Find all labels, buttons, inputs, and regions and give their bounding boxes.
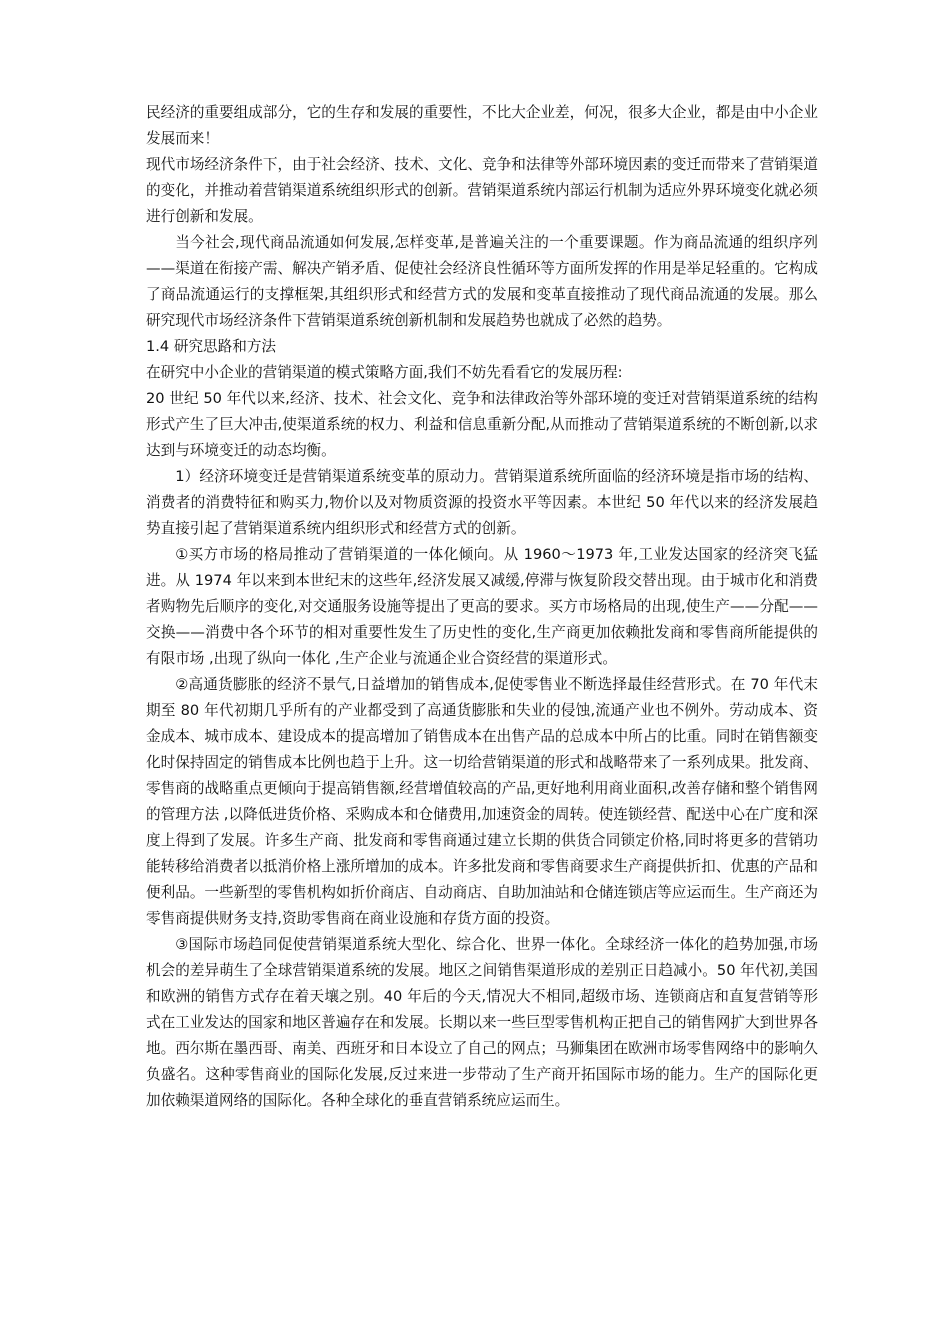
- paragraph-since-1950s: 20 世纪 50 年代以来,经济、技术、社会文化、竞争和法律政治等外部环境的变迁对营销渠道系统的结构形式产生了巨大冲击,使渠道系统的权力、利益和信息重新分配,从而推动了营销渠道系统的不断创新,以求达到与环境变迁的动态均衡。: [146, 390, 818, 459]
- document-page: [146, 100, 818, 1114]
- paragraph-market-economy: 现代市场经济条件下，由于社会经济、技术、文化、竞争和法律等外部环境因素的变迁而带来了营销渠道的变化，并推动着营销渠道系统组织形式的创新。营销渠道系统内部运行机制为适应外界环境变化就必须进行创新和发展。: [146, 156, 818, 225]
- paragraph-international-market: ③国际市场趋同促使营销渠道系统大型化、综合化、世界一体化。全球经济一体化的趋势加强,市场机会的差异萌生了全球营销渠道系统的发展。地区之间销售渠道形成的差别正日趋减小。50 年代初,美国和欧洲的销售方式存在着天壤之别。40 年后的今天,情况大不相同,超级市场、连锁商店和直复营销等形式在工业发达的国家和地区普遍存在和发展。长期以来一些巨型零售机构正把自己的销售网扩大到世界各地。西尔斯在墨西哥、南美、西班牙和日本设立了自己的网点；马狮集团在欧洲市场零售网络中的影响久负盛名。这种零售商业的国际化发展,反过来进一步带动了生产商开拓国际市场的能力。生产的国际化更加依赖渠道网络的国际化。各种全球化的垂直营销系统应运而生。: [146, 936, 818, 1109]
- paragraph-intro-continuation: 民经济的重要组成部分，它的生存和发展的重要性，不比大企业差，何况，很多大企业，都是由中小企业发展而来！: [146, 104, 818, 147]
- paragraph-commodity-circulation: 当今社会,现代商品流通如何发展,怎样变革,是普遍关注的一个重要课题。作为商品流通的组织序列——渠道在衔接产需、解决产销矛盾、促使社会经济良性循环等方面所发挥的作用是举足轻重的。它构成了商品流通运行的支撑框架,其组织形式和经营方式的发展和变革直接推动了现代商品流通的发展。那么研究现代市场经济条件下营销渠道系统创新机制和发展趋势也就成了必然的趋势。: [146, 234, 818, 329]
- section-heading-research-approach: 1.4 研究思路和方法: [146, 338, 277, 355]
- paragraph-economic-environment: 1）经济环境变迁是营销渠道系统变革的原动力。营销渠道系统所面临的经济环境是指市场的结构、消费者的消费特征和购买力,物价以及对物质资源的投资水平等因素。本世纪 50 年代以来的经济发展趋势直接引起了营销渠道系统内组织形式和经营方式的创新。: [146, 468, 818, 537]
- paragraph-research-intro: 在研究中小企业的营销渠道的模式策略方面,我们不妨先看看它的发展历程:: [146, 364, 623, 381]
- paragraph-inflation: ②高通货膨胀的经济不景气,日益增加的销售成本,促使零售业不断选择最佳经营形式。在 70 年代末期至 80 年代初期几乎所有的产业都受到了高通货膨胀和失业的侵蚀,流通产业也不例外。劳动成本、资金成本、城市成本、建设成本的提高增加了销售成本在出售产品的总成本中所占的比重。同时在销售额变化时保持固定的销售成本比例也趋于上升。这一切给营销渠道的形式和战略带来了一系列成果。批发商、零售商的战略重点更倾向于提高销售额,经营增值较高的产品,更好地利用商业面积,改善存储和整个销售网的管理方法 ,以降低进货价格、采购成本和仓储费用,加速资金的周转。使连锁经营、配送中心在广度和深度上得到了发展。许多生产商、批发商和零售商通过建立长期的供货合同锁定价格,同时将更多的营销功能转移给消费者以抵消价格上涨所增加的成本。许多批发商和零售商要求生产商提供折扣、优惠的产品和便利品。一些新型的零售机构如折价商店、自动商店、自助加油站和仓储连锁店等应运而生。生产商还为零售商提供财务支持,资助零售商在商业设施和存货方面的投资。: [146, 676, 818, 927]
- paragraph-buyers-market: ①买方市场的格局推动了营销渠道的一体化倾向。从 1960～1973 年,工业发达国家的经济突飞猛进。从 1974 年以来到本世纪末的这些年,经济发展又减缓,停滞与恢复阶段交替出现。由于城市化和消费者购物先后顺序的变化,对交通服务设施等提出了更高的要求。买方市场格局的出现,使生产——分配——交换——消费中各个环节的相对重要性发生了历史性的变化,生产商更加依赖批发商和零售商所能提供的有限市场 ,出现了纵向一体化 ,生产企业与流通企业合资经营的渠道形式。: [146, 546, 818, 667]
